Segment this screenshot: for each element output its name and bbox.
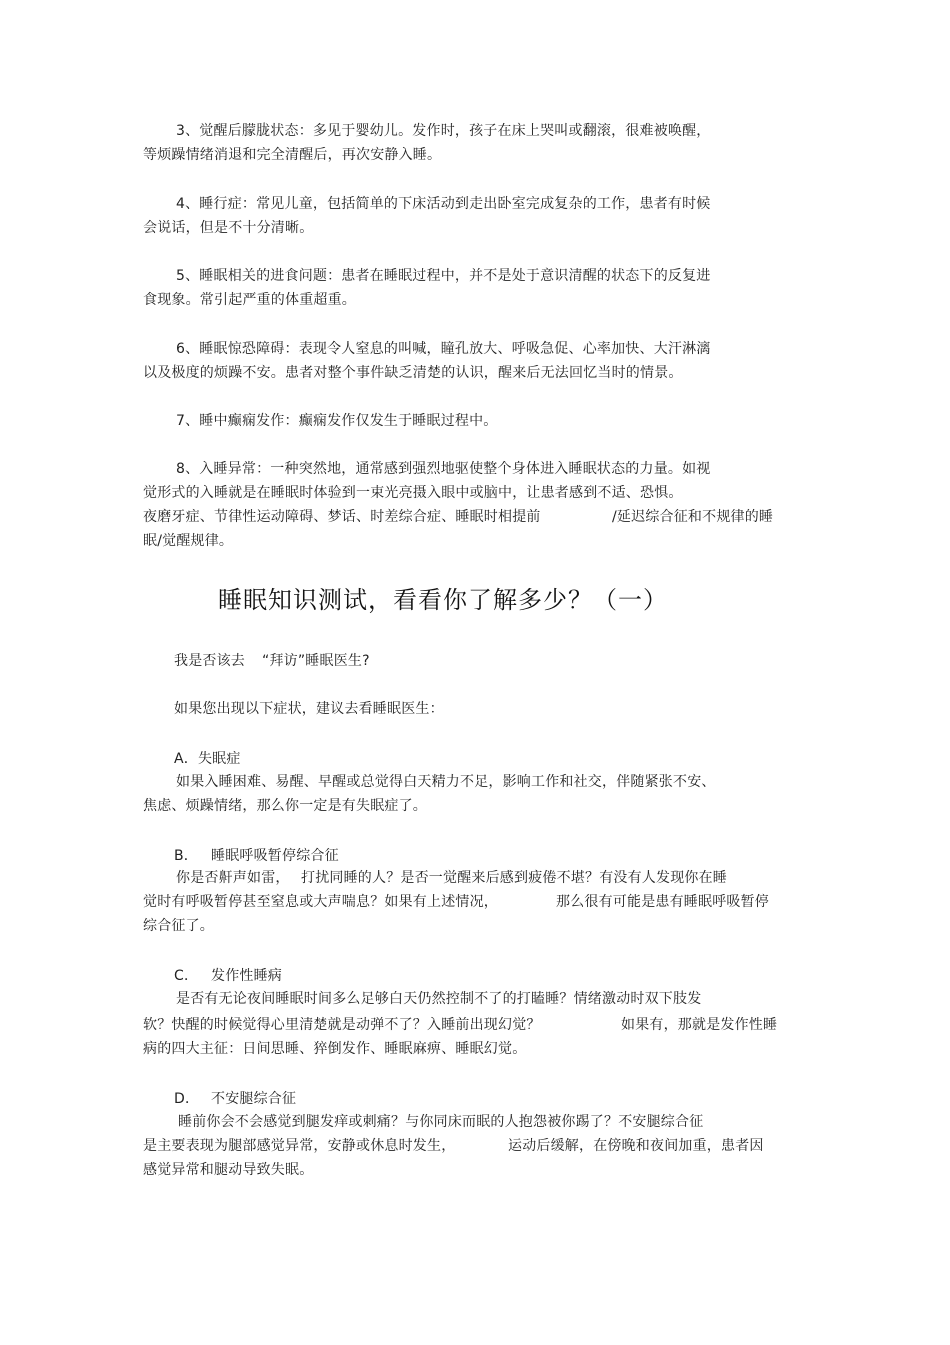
section-b-letter: B． bbox=[174, 848, 199, 864]
section-d-heading: 不安腿综合征 bbox=[211, 1091, 297, 1107]
section-d-letter: D． bbox=[174, 1091, 200, 1107]
section-c-line-2a: 软？快醒的时候觉得心里清楚就是动弹不了？入睡前出现幻觉？ bbox=[143, 1017, 541, 1033]
section-b-line-1b: 打扰同睡的人？是否一觉醒来后感到疲倦不堪？有没有人发现你在睡 bbox=[301, 870, 727, 886]
question-part-2: “拜访”睡眠医生? bbox=[262, 653, 370, 669]
section-d-line-2a: 是主要表现为腿部感觉异常，安静或休息时发生， bbox=[143, 1138, 456, 1154]
item-3-line-2: 等烦躁情绪消退和完全清醒后，再次安静入睡。 bbox=[143, 147, 442, 163]
item-5-line-2: 食现象。常引起严重的体重超重。 bbox=[143, 292, 356, 308]
section-b-line-3: 综合征了。 bbox=[143, 918, 214, 934]
item-6-line-1: 6、睡眠惊恐障碍：表现令人窒息的叫喊，瞳孔放大、呼吸急促、心率加快、大汗淋漓 bbox=[176, 341, 711, 357]
item-4-line-1: 4、睡行症：常见儿童，包括简单的下床活动到走出卧室完成复杂的工作，患者有时候 bbox=[176, 196, 711, 212]
section-c-line-1: 是否有无论夜间睡眠时间多么足够白天仍然控制不了的打瞌睡？情绪激动时双下肢发 bbox=[176, 991, 702, 1007]
item-8-line-2: 觉形式的入睡就是在睡眠时体验到一束光亮摄入眼中或脑中，让患者感到不适、恐惧。 bbox=[143, 485, 683, 501]
item-6-line-2: 以及极度的烦躁不安。患者对整个事件缺乏清楚的认识，醒来后无法回忆当时的情景。 bbox=[143, 365, 683, 381]
quiz-title: 睡眠知识测试，看看你了解多少？（一） bbox=[218, 586, 668, 614]
section-b-line-2a: 觉时有呼吸暂停甚至窒息或大声喘息？如果有上述情况， bbox=[143, 894, 498, 910]
item-8-line-1: 8、入睡异常：一种突然地，通常感到强烈地驱使整个身体进入睡眠状态的力量。如视 bbox=[176, 461, 711, 477]
section-b-line-1a: 你是否鼾声如雷， bbox=[176, 870, 290, 886]
item-8-line-4: 眠/觉醒规律。 bbox=[143, 533, 234, 549]
section-d-line-1: 睡前你会不会感觉到腿发痒或刺痛？与你同床而眠的人抱怨被你踢了？不安腿综合征 bbox=[178, 1114, 704, 1130]
item-5-line-1: 5、睡眠相关的进食问题：患者在睡眠过程中，并不是处于意识清醒的状态下的反复进 bbox=[176, 268, 711, 284]
section-b-line-2b: 那么很有可能是患有睡眠呼吸暂停 bbox=[556, 894, 769, 910]
item-4-line-2: 会说话，但是不十分清晰。 bbox=[143, 220, 314, 236]
question-part-1: 我是否该去 bbox=[174, 653, 245, 669]
section-c-heading: 发作性睡病 bbox=[211, 968, 282, 984]
item-3-line-1: 3、觉醒后朦胧状态：多见于婴幼儿。发作时，孩子在床上哭叫或翻滚，很难被唤醒， bbox=[176, 123, 711, 139]
section-a-line-2: 焦虑、烦躁情绪，那么你一定是有失眠症了。 bbox=[143, 798, 427, 814]
section-b-heading: 睡眠呼吸暂停综合征 bbox=[211, 848, 339, 864]
item-7-line-1: 7、睡中癫痫发作：癫痫发作仅发生于睡眠过程中。 bbox=[176, 413, 498, 429]
item-8-line-3b: /延迟综合征和不规律的睡 bbox=[612, 509, 774, 525]
item-8-line-3a: 夜磨牙症、节律性运动障碍、梦话、时差综合症、睡眠时相提前 bbox=[143, 509, 541, 525]
section-d-line-2b: 运动后缓解，在傍晚和夜间加重，患者因 bbox=[508, 1138, 764, 1154]
section-d-line-3: 感觉异常和腿动导致失眠。 bbox=[143, 1162, 314, 1178]
section-c-letter: C． bbox=[174, 968, 199, 984]
section-a-heading: A．失眠症 bbox=[174, 751, 241, 767]
section-c-line-2b: 如果有，那就是发作性睡 bbox=[621, 1017, 778, 1033]
section-c-line-3: 病的四大主征：日间思睡、猝倒发作、睡眠麻痹、睡眠幻觉。 bbox=[143, 1041, 527, 1057]
section-a-line-1: 如果入睡困难、易醒、早醒或总觉得白天精力不足，影响工作和社交，伴随紧张不安、 bbox=[176, 774, 716, 790]
intro-text: 如果您出现以下症状，建议去看睡眠医生： bbox=[174, 701, 444, 717]
